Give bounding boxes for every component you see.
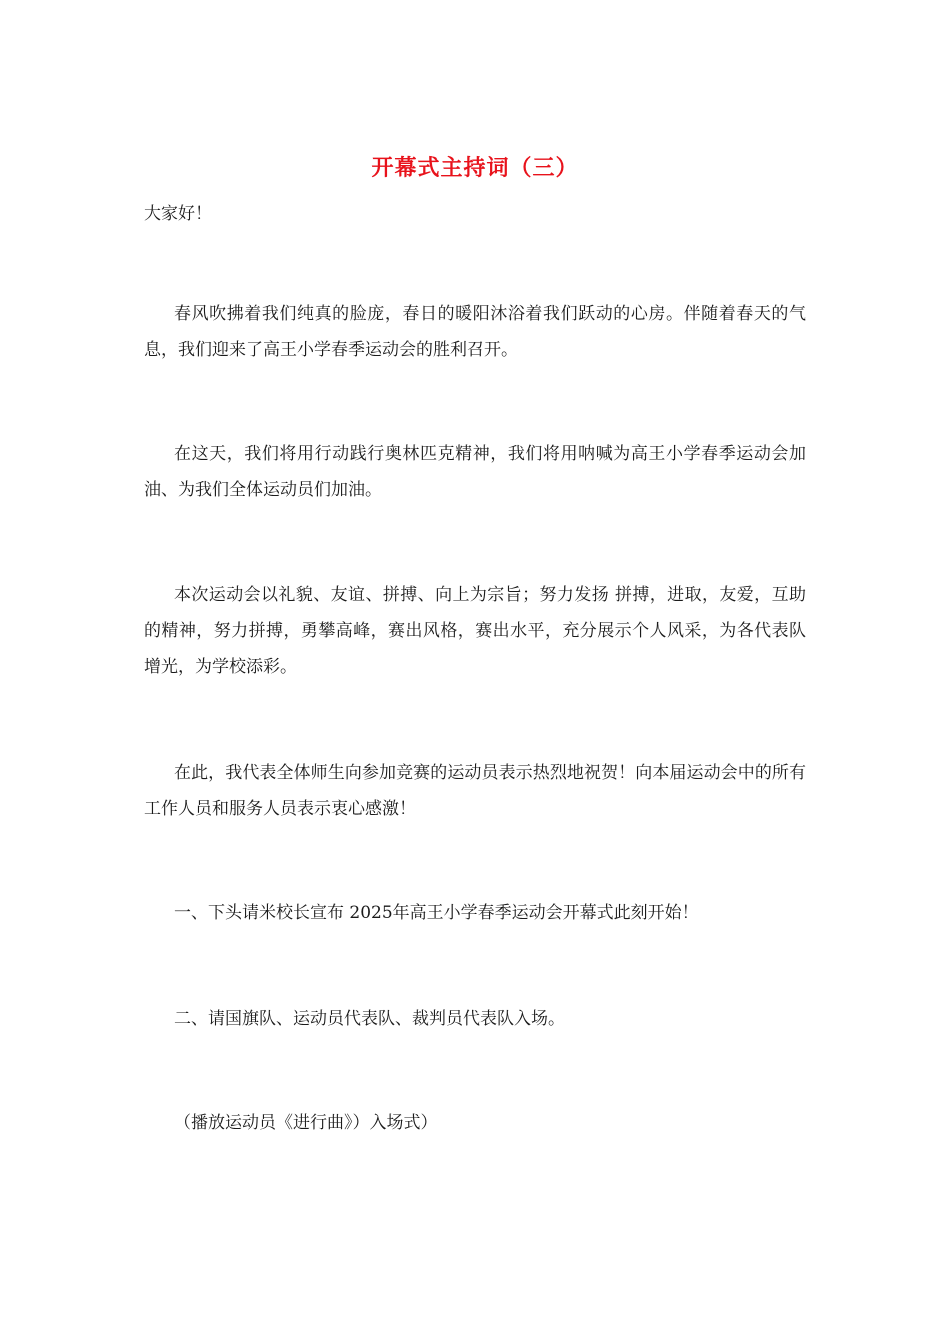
paragraph-3: 本次运动会以礼貌、友谊、拼搏、向上为宗旨；努力发扬 拼搏，进取，友爱，互助 的精神，努力拼搏，勇攀高峰，赛出风格，赛出水平，充分展示个人风采，为各代表队增光，为学校添彩。 <box>144 585 806 677</box>
paragraph-7: （播放运动员《进行曲》）入场式） <box>174 1113 438 1133</box>
paragraph-6: 二、请国旗队、运动员代表队、裁判员代表队入场。 <box>174 1009 565 1029</box>
paragraph-5: 一、下头请米校长宣布 2025年高王小学春季运动会开幕式此刻开始！ <box>174 903 699 923</box>
greeting: 大家好！ <box>144 204 212 224</box>
paragraph-1: 春风吹拂着我们纯真的脸庞，春日的暖阳沐浴着我们跃动的心房。伴随着春天的气息，我们迎来了高王小学春季运动会的胜利召开。 <box>144 304 806 360</box>
document-title: 开幕式主持词（三） <box>371 155 579 181</box>
paragraph-2: 在这天，我们将用行动践行奥林匹克精神，我们将用呐喊为高王小学春季运动会加油、为我们全体运动员们加油。 <box>144 444 806 500</box>
paragraph-4: 在此，我代表全体师生向参加竞赛的运动员表示热烈地祝贺！向本届运动会中的所有工作人员和服务人员表示衷心感激！ <box>144 763 806 819</box>
